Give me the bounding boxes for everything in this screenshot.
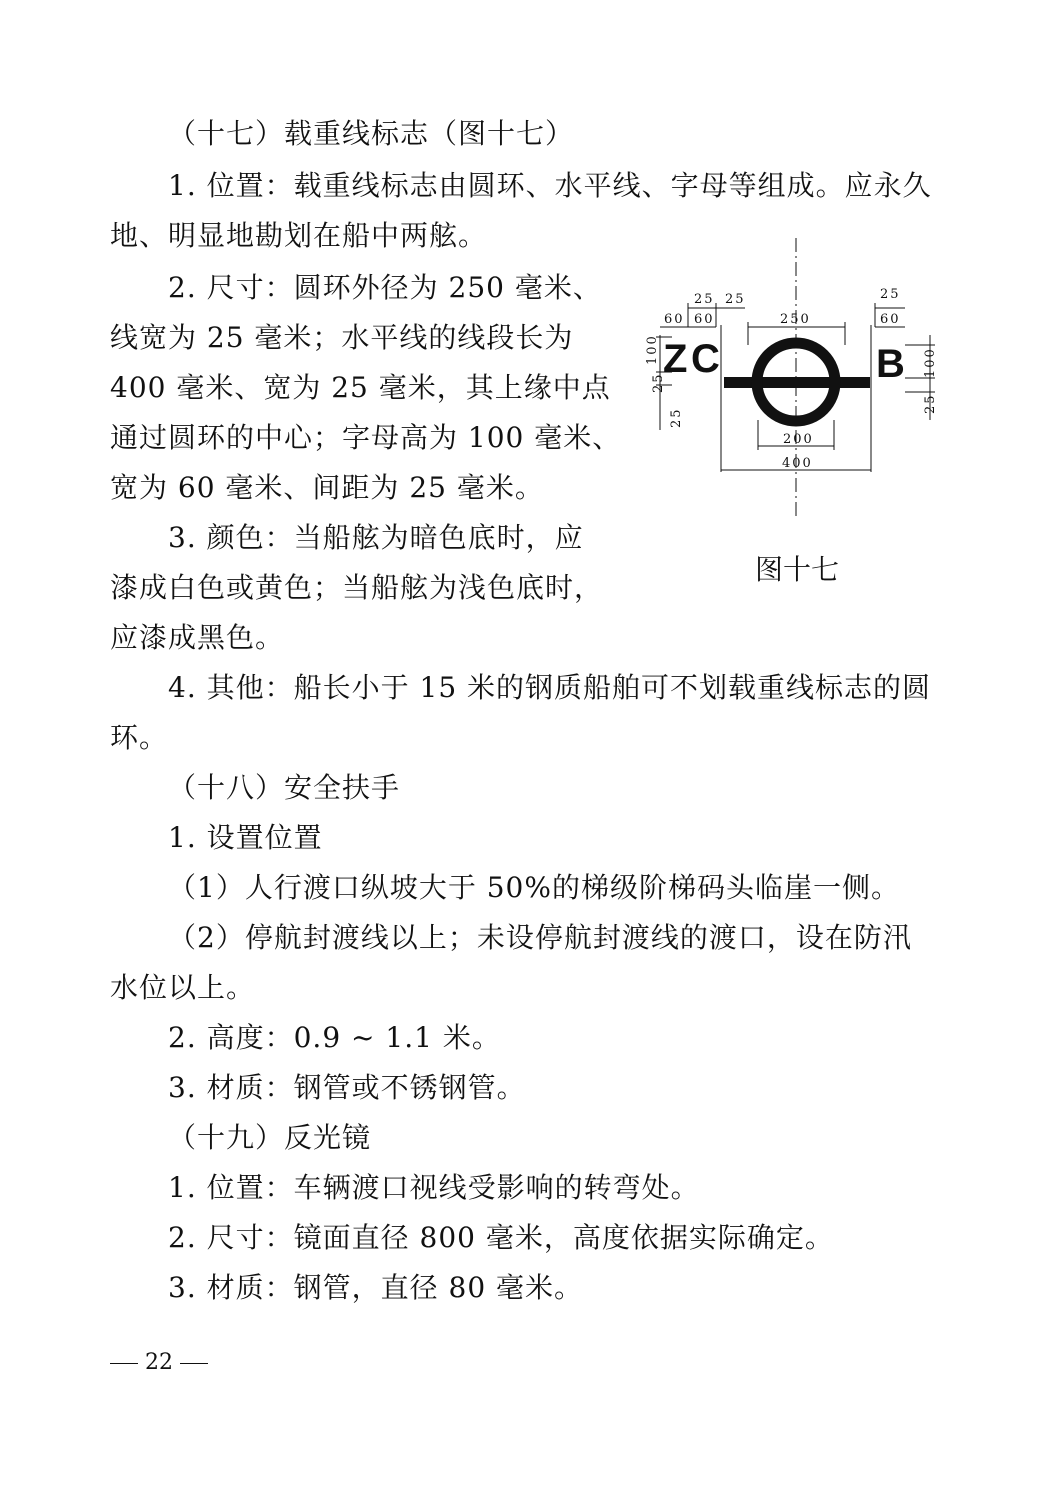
dim-label: 250	[780, 312, 811, 327]
section-18-heading: （十八）安全扶手	[168, 771, 401, 804]
letter-b: B	[876, 342, 905, 386]
dim-label: 100	[923, 347, 938, 378]
dim-label: 25	[725, 292, 746, 307]
paragraph-line: 1. 位置：车辆渡口视线受影响的转弯处。	[168, 1171, 700, 1204]
dim-label: 25	[923, 393, 938, 414]
section-19-heading: （十九）反光镜	[168, 1121, 372, 1154]
dim-label: 25	[651, 372, 666, 393]
page-number-value: 22	[145, 1350, 173, 1375]
dim-label: 25	[880, 287, 901, 302]
paragraph-line: 2. 高度：0.9 ~ 1.1 米。	[168, 1021, 501, 1054]
letter-c: C	[691, 337, 720, 381]
paragraph-line: 地、明显地勘划在船中两舷。	[110, 219, 488, 252]
paragraph-line: 2. 尺寸：圆环外径为 250 毫米、	[168, 271, 602, 304]
paragraph-line: （2）停航封渡线以上；未设停航封渡线的渡口，设在防汛	[168, 921, 912, 954]
dim-label: 25	[669, 407, 684, 428]
dim-label: 60	[664, 312, 685, 327]
paragraph-line: 2. 尺寸：镜面直径 800 毫米，高度依据实际确定。	[168, 1221, 834, 1254]
dim-label: 60	[694, 312, 715, 327]
paragraph-line: 宽为 60 毫米、间距为 25 毫米。	[110, 471, 544, 504]
load-line-mark-figure	[630, 232, 950, 532]
paragraph-line: 3. 材质：钢管，直径 80 毫米。	[168, 1271, 584, 1304]
paragraph-line: 漆成白色或黄色；当船舷为浅色底时，	[110, 571, 604, 604]
paragraph-line: （1）人行渡口纵坡大于 50%的梯级阶梯码头临崖一侧。	[168, 871, 900, 904]
paragraph-line: 400 毫米、宽为 25 毫米，其上缘中点	[110, 371, 611, 404]
paragraph-line: 1. 位置：载重线标志由圆环、水平线、字母等组成。应永久	[168, 169, 932, 202]
paragraph-line: 应漆成黑色。	[110, 621, 285, 654]
page-number	[110, 1348, 208, 1378]
horizontal-line-mark	[724, 377, 870, 388]
dim-label: 25	[694, 292, 715, 307]
figure-caption: 图十七	[755, 553, 840, 586]
paragraph-line: 水位以上。	[110, 971, 256, 1004]
dim-label: 60	[880, 312, 901, 327]
dim-label: 400	[782, 456, 813, 471]
paragraph-line: 通过圆环的中心；字母高为 100 毫米、	[110, 421, 622, 454]
dim-label: 100	[645, 334, 660, 365]
page-number-dash-right	[180, 1363, 208, 1364]
page-number-dash-left	[110, 1363, 138, 1364]
dim-label: 200	[783, 432, 814, 447]
section-17-heading: （十七）载重线标志（图十七）	[168, 117, 575, 150]
paragraph-line: 线宽为 25 毫米；水平线的线段长为	[110, 321, 574, 354]
paragraph-line: 3. 颜色：当船舷为暗色底时，应	[168, 521, 584, 554]
paragraph-line: 环。	[110, 721, 169, 754]
paragraph-line: 3. 材质：钢管或不锈钢管。	[168, 1071, 526, 1104]
paragraph-line: 1. 设置位置	[168, 821, 323, 854]
paragraph-line: 4. 其他：船长小于 15 米的钢质船舶可不划载重线标志的圆	[168, 671, 932, 704]
letter-z: Z	[663, 337, 688, 381]
